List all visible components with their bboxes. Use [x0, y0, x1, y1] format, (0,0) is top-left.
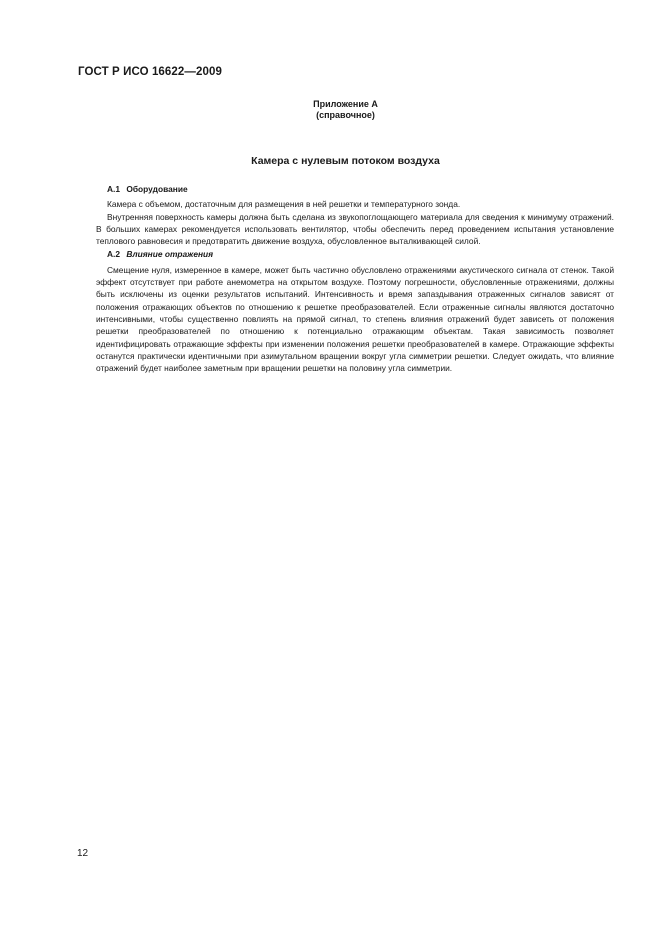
document-body	[96, 183, 614, 374]
appendix-kind: (справочное)	[316, 110, 375, 120]
section-number: А.2	[107, 249, 121, 260]
appendix-heading	[0, 99, 661, 121]
section-heading	[107, 248, 614, 260]
paragraph: Смещение нуля, измеренное в камере, может быть частично обусловлено отражениями акустического сигнала от стенок. Такой эффект отсутствует при работе анемометра на открытом воздухе. Поэтому погрешности, обусловленные отражениями, должны быть исключены из оценки результатов испытаний. Интенсивность и время запаздывания отраженных сигналов зависят от положения отражающих объектов по отношению к решетке преобразователей. Если отраженные сигналы являются достаточно интенсивными, чтобы существенно повлиять на прямой сигнал, то степень влияния отражений будет зависеть от положения решетки преобразователей по отношению к потенциально отражающим объектам. Такая зависимость позволяет идентифицировать отражающие эффекты при изменении положения решетки преобразователей в камере. Отражающие эффекты останутся практически идентичными при азимутальном вращении вокруг угла симметрии решетки. Следует ожидать, что влияние отражений будет наиболее заметным при вращении решетки на половину угла симметрии.	[96, 264, 614, 374]
paragraph: Внутренняя поверхность камеры должна быть сделана из звукопоглощающего материала для сведения к минимуму отражений. В больших камерах рекомендуется использовать вентилятор, чтобы обеспечить перед проведением испытания установление теплового равновесия и предотвратить движение воздуха, обусловленное выталкивающей силой.	[96, 211, 614, 247]
page-number: 12	[77, 848, 89, 859]
section-title: Оборудование	[126, 184, 188, 194]
appendix-title: Камера с нулевым потоком воздуха	[251, 155, 440, 167]
section-title: Влияние отражения	[126, 249, 214, 260]
paragraph: Камера с объемом, достаточным для размещения в ней решетки и температурного зонда.	[107, 199, 461, 210]
section-number: А.1	[107, 184, 121, 194]
appendix-label: Приложение А	[313, 99, 378, 109]
document-standard-header: ГОСТ Р ИСО 16622—2009	[78, 66, 223, 78]
section-heading	[107, 183, 614, 195]
